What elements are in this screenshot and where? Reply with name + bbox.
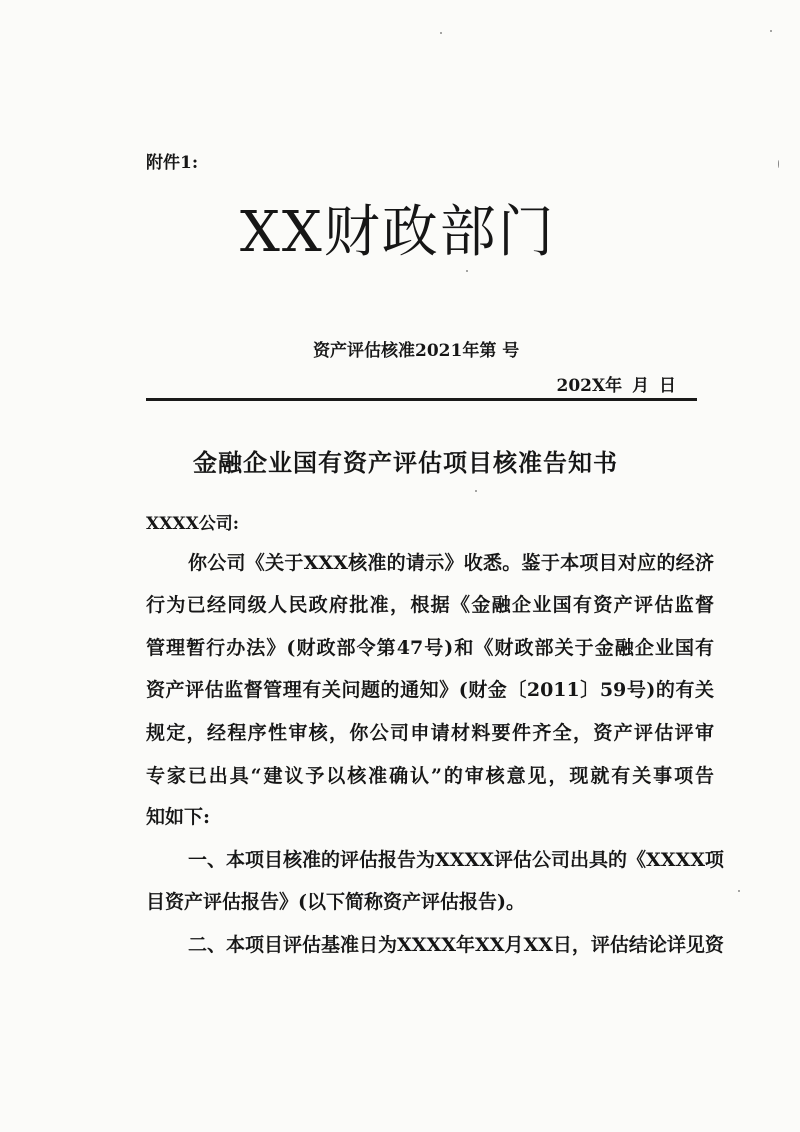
scan-speck — [770, 30, 772, 32]
scan-speck — [475, 490, 477, 492]
scan-speck — [440, 32, 442, 34]
body-line: 管理暂行办法》(财政部令第47号)和《财政部关于金融企业国有 — [146, 637, 714, 659]
salutation: XXXX公司: — [146, 514, 240, 534]
scan-speck — [778, 160, 779, 168]
attachment-label: 附件1: — [146, 153, 199, 173]
body-line: 专家已出具“建议予以核准确认”的审核意见，现就有关事项告 — [146, 765, 714, 787]
body-line: 你公司《关于XXX核准的请示》收悉。鉴于本项目对应的经济 — [188, 552, 714, 574]
body-line: 一、本项目核准的评估报告为XXXX评估公司出具的《XXXX项 — [188, 849, 724, 871]
body-line: 资产评估监督管理有关问题的通知》(财金〔2011〕59号)的有关 — [146, 679, 714, 701]
header-divider — [146, 398, 697, 401]
scan-speck — [466, 270, 468, 272]
document-date: 202X年 月 日 — [556, 376, 676, 396]
body-line: 规定，经程序性审核，你公司申请材料要件齐全，资产评估评审 — [146, 722, 714, 744]
body-line: 目资产评估报告》(以下简称资产评估报告)。 — [146, 891, 525, 913]
issuer-title: XX财政部门 — [240, 200, 556, 265]
body-line: 行为已经同级人民政府批准，根据《金融企业国有资产评估监督 — [146, 594, 714, 616]
scan-speck — [738, 890, 740, 892]
body-line: 二、本项目评估基准日为XXXX年XX月XX日，评估结论详见资 — [188, 934, 724, 956]
document-heading: 金融企业国有资产评估项目核准告知书 — [193, 448, 618, 477]
body-line: 知如下: — [146, 806, 211, 828]
document-number: 资产评估核准2021年第 号 — [313, 341, 520, 361]
